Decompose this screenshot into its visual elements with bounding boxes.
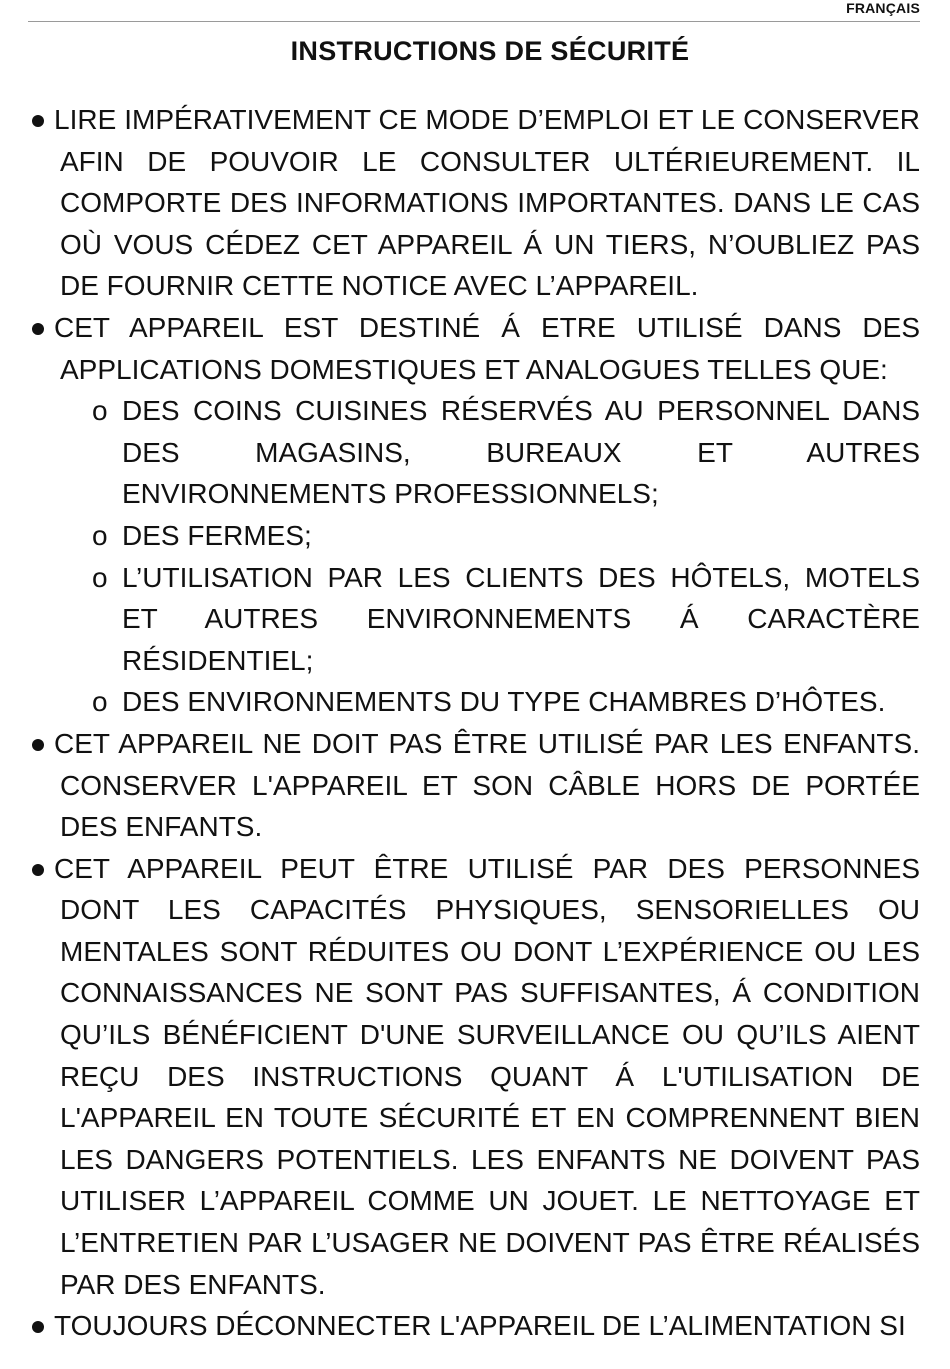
language-label: FRANÇAIS [846,0,920,16]
sub-list-item [30,515,920,557]
list-item [30,1305,920,1347]
list-item [30,307,920,390]
list-item [30,723,920,848]
sub-list-item-text: DES ENVIRONNEMENTS DU TYPE CHAMBRES D’HÔTES. [122,686,886,718]
circle-bullet-icon: o [92,395,108,427]
sub-list-item-text: L’UTILISATION PAR LES CLIENTS DES HÔTELS, MOTELS ET AUTRES ENVIRONNEMENTS Á CARACTÈRE RÉSIDENTIEL; [122,561,920,676]
list-item-text: TOUJOURS DÉCONNECTER L'APPAREIL DE L’ALIMENTATION SI [54,1310,906,1342]
list-item-text: CET APPAREIL PEUT ÊTRE UTILISÉ PAR DES PERSONNES DONT LES CAPACITÉS PHYSIQUES, SENSORIELLES OU MENTALES SONT RÉDUITES OU DONT L’EXPÉRIENCE OU LES CONNAISSANCES NE SONT PAS SUFFISANTES, Á CONDITION QU’ILS BÉNÉFICIENT D'UNE SURVEILLANCE OU QU’ILS AIENT REÇU DES INSTRUCTIONS QUANT Á L'UTILISATION DE L'APPAREIL EN TOUTE SÉCURITÉ ET EN COMPRENNENT BIEN LES DANGERS POTENTIELS. LES ENFANTS NE DOIVENT PAS UTILISER L’APPAREIL COMME UN JOUET. LE NETTOYAGE ET L’ENTRETIEN PAR L’USAGER NE DOIVENT PAS ÊTRE RÉALISÉS PAR DES ENFANTS. [54,852,920,1300]
circle-bullet-icon: o [92,561,108,593]
bullet-icon [32,323,44,335]
sub-list-item-text: DES FERMES; [122,519,312,551]
bullet-icon [32,864,44,876]
sub-list-item [30,681,920,723]
list-item-text: CET APPAREIL EST DESTINÉ Á ETRE UTILISÉ DANS DES APPLICATIONS DOMESTIQUES ET ANALOGUES TELLES QUE: [54,311,920,385]
bullet-icon [32,739,44,751]
header-divider [28,21,920,22]
bullet-icon [32,1321,44,1333]
circle-bullet-icon: o [92,686,108,718]
sub-list-item [30,390,920,515]
sub-list-item-text: DES COINS CUISINES RÉSERVÉS AU PERSONNEL DANS DES MAGASINS, BUREAUX ET AUTRES ENVIRONNEMENTS PROFESSIONNELS; [122,395,920,510]
circle-bullet-icon: o [92,519,108,551]
page-title: INSTRUCTIONS DE SÉCURITÉ [290,36,690,66]
list-item [30,848,920,1306]
sub-list-item [30,557,920,682]
list-item-text: CET APPAREIL NE DOIT PAS ÊTRE UTILISÉ PAR LES ENFANTS. CONSERVER L'APPAREIL ET SON CÂBLE HORS DE PORTÉE DES ENFANTS. [54,727,920,843]
safety-instructions-list [30,99,920,1347]
list-item-text: LIRE IMPÉRATIVEMENT CE MODE D’EMPLOI ET LE CONSERVER AFIN DE POUVOIR LE CONSULTER ULTÉRIEUREMENT. IL COMPORTE DES INFORMATIONS IMPORTANTES. DANS LE CAS OÙ VOUS CÉDEZ CET APPAREIL Á UN TIERS, N’OUBLIEZ PAS DE FOURNIR CETTE NOTICE AVEC L’APPAREIL. [54,104,920,302]
list-item [30,99,920,307]
bullet-icon [32,115,44,127]
